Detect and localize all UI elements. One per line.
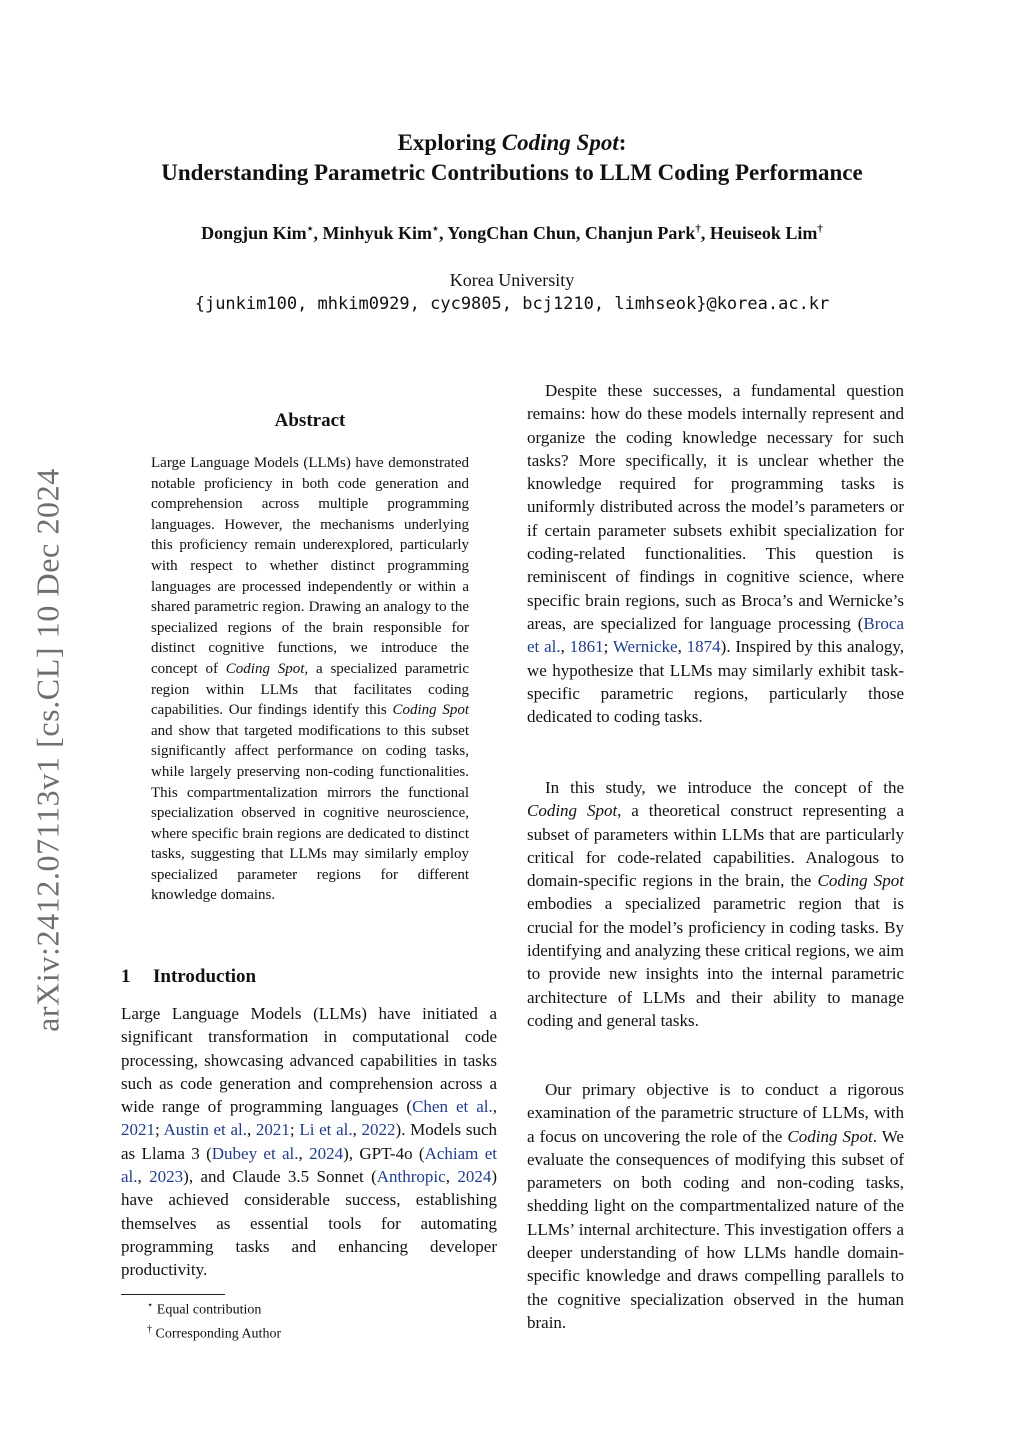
title-line-2: Understanding Parametric Contributions to LLM Coding Performance <box>161 160 863 185</box>
abstract-heading: Abstract <box>274 410 346 431</box>
author-name: Chanjun Park <box>584 223 696 243</box>
citation-link[interactable]: 1874 <box>686 637 721 657</box>
title-suffix: : <box>618 130 627 155</box>
footnote-rule <box>121 1294 225 1295</box>
section-title: Introduction <box>153 966 257 987</box>
italic-term: Coding Spot <box>392 702 469 719</box>
author-name: Heuiseok Lim <box>709 223 818 243</box>
introduction-heading <box>121 966 256 988</box>
citation-link[interactable]: 2022 <box>361 1120 396 1140</box>
paper-title <box>0 128 1024 188</box>
italic-term: Coding Spot <box>787 1126 873 1146</box>
citation-link[interactable]: Achiam et al. <box>121 1143 498 1187</box>
intro-paragraph-2: Despite these successes, a fundamental question remains: how do these models internally represent and organize the coding knowledge necessary for such tasks? More specifically, it is unclear whether the knowledge required for programming tasks is uniformly distributed across the model’s parameters or if certain parameter subsets exhibit specialization for coding-related functionalities. This question is reminiscent of findings in cognitive science, where specific brain regions, such as Broca’s and Wernicke’s areas, are specialized for language processing (Broca et al., 1861; Wernicke, 1874). Inspired by this analogy, we hypothesize that LLMs may similarly exhibit task-specific parametric regions, particularly those dedicated to coding tasks. <box>527 381 905 727</box>
citation-link[interactable]: Chen et al. <box>412 1097 493 1117</box>
author-mark: † <box>695 223 701 235</box>
citation-link[interactable]: Wernicke <box>612 637 678 657</box>
abstract-body: Large Language Models (LLMs) have demonstrated notable proficiency in both code generation and comprehension across multiple programming languages. However, the mechanisms underlying this proficiency remain underexplored, particularly with respect to whether distinct programming languages are processed independently or within a shared parametric region. Drawing an analogy to the specialized regions of the brain responsible for distinct cognitive functions, we introduce the concept of Coding Spot, a specialized parametric region within LLMs that facilitates coding capabilities. Our findings identify this Coding Spot and show that targeted modifications to this subset significantly affect performance on coding tasks, while largely preserving non-coding functionalities. This compartmentalization mirrors the functional specialization observed in cognitive neuroscience, where specific brain regions are dedicated to distinct tasks, suggesting that LLMs may similarly employ specialized parameter regions for different knowledge domains. <box>151 455 470 904</box>
italic-term: Coding Spot <box>225 660 305 677</box>
citation-link[interactable]: 2021 <box>255 1120 290 1140</box>
footnote-mark: ⋆ <box>147 1300 154 1311</box>
footnote-text: Corresponding Author <box>155 1326 282 1342</box>
footnote-mark: † <box>147 1323 152 1335</box>
italic-term: Coding Spot <box>817 871 904 891</box>
author-mark: ⋆ <box>432 223 439 235</box>
section-number: 1 <box>121 966 131 987</box>
author-mark: † <box>817 223 823 235</box>
citation-link[interactable]: 2021 <box>121 1120 155 1140</box>
intro-paragraph-3: In this study, we introduce the concept of the Coding Spot, a theoretical construct representing a subset of parameters within LLMs that are particularly critical for code-related capabilities. Analogous to domain-specific regions in the brain, the Coding Spot embodies a specialized parametric region that is crucial for the model’s proficiency in coding tasks. By identifying and analyzing these critical regions, we aim to provide new insights into the internal parametric architecture of LLMs and their ability to manage coding and general tasks. <box>527 778 904 1030</box>
citation-link[interactable]: 2024 <box>309 1143 344 1163</box>
citation-link[interactable]: Dubey et al. <box>211 1143 299 1163</box>
citation-link[interactable]: Anthropic <box>376 1167 446 1187</box>
author-list: Dongjun Kim⋆, Minhyuk Kim⋆, YongChan Chun, Chanjun Park†, Heuiseok Lim† <box>201 223 823 243</box>
citation-link[interactable]: 1861 <box>569 637 604 657</box>
author-emails: {junkim100, mhkim0929, cyc9805, bcj1210, limhseok}@korea.ac.kr <box>194 294 830 314</box>
title-line-1 <box>0 128 1024 158</box>
footnote-text: Equal contribution <box>156 1302 262 1318</box>
citation-link[interactable]: Broca et al. <box>527 613 904 657</box>
citation-link[interactable]: 2024 <box>457 1167 492 1187</box>
author-name: YongChan Chun <box>447 223 576 243</box>
affiliation: Korea University <box>449 270 575 290</box>
footnotes <box>147 1296 281 1343</box>
intro-paragraph-1: Large Language Models (LLMs) have initiated a significant transformation in computational code processing, showcasing advanced capabilities in tasks such as code generation and comprehension across a wide range of programming languages (Chen et al., 2021; Austin et al., 2021; Li et al., 2022). Models such as Llama 3 (Dubey et al., 2024), GPT-4o (Achiam et al., 2023), and Claude 3.5 Sonnet (Anthropic, 2024) have achieved considerable success, establishing themselves as essential tools for automating programming tasks and enhancing developer productivity. <box>121 1004 498 1280</box>
citation-link[interactable]: Li et al. <box>299 1120 353 1140</box>
arxiv-identifier: arXiv:2412.07113v1 [cs.CL] 10 Dec 2024 <box>29 468 66 1032</box>
footnote-item <box>147 1296 281 1320</box>
author-name: Minhyuk Kim <box>322 223 433 243</box>
citation-link[interactable]: 2023 <box>149 1167 184 1187</box>
intro-paragraph-4: Our primary objective is to conduct a rigorous examination of the parametric structure of LLMs, with a focus on uncovering the role of the Coding Spot. We evaluate the consequences of modifying this subset of parameters on both coding and non-coding tasks, shedding light on the compartmentalized nature of the LLMs’ internal architecture. This investigation offers a deeper understanding of how LLMs handle domain-specific knowledge and draws compelling parallels to the cognitive specialization observed in the human brain. <box>527 1080 904 1332</box>
italic-term: Coding Spot <box>527 801 618 821</box>
title-prefix: Exploring <box>397 130 502 155</box>
author-name: Dongjun Kim <box>201 223 307 243</box>
citation-link[interactable]: Austin et al. <box>163 1120 247 1140</box>
footnote-item <box>147 1320 281 1344</box>
author-mark: ⋆ <box>306 223 314 235</box>
title-italic: Coding Spot <box>501 130 619 155</box>
